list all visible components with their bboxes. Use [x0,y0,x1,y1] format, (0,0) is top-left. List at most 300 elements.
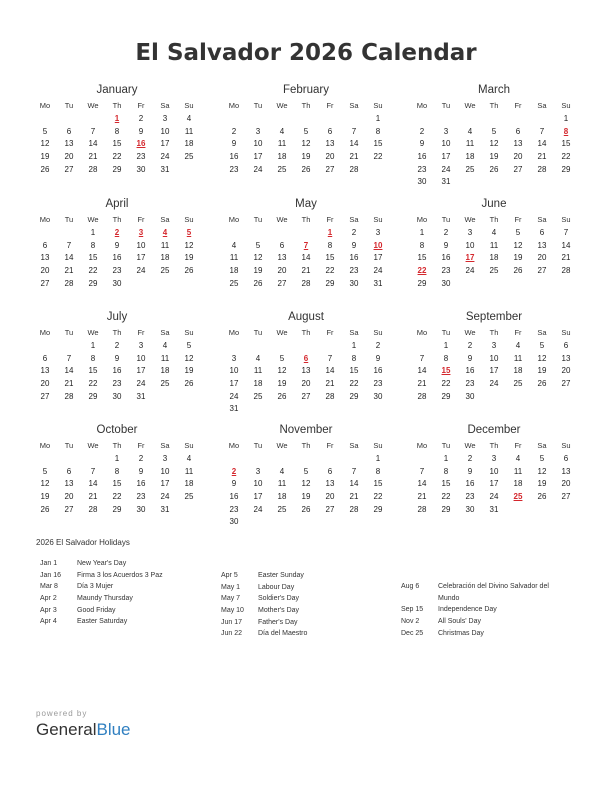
month-may [222,196,390,290]
weekday-label: We [464,328,476,337]
empty-cell [177,278,201,291]
empty-cell [129,278,153,291]
weekday-label: Mo [416,101,428,110]
empty-cell [177,504,201,517]
day-cell: 5 [42,126,48,136]
empty-cell [246,340,270,353]
week-row [410,113,578,126]
day-cell: 22 [112,492,122,502]
day-cell: 23 [229,164,239,174]
day-cell: 6 [539,228,545,237]
week-row [410,478,578,491]
day-cell: 13 [301,366,311,376]
empty-cell [246,113,270,126]
day-cell: 24 [160,152,170,162]
day-cell: 7 [66,240,72,250]
week-row [410,278,578,291]
day-cell: 9 [231,139,237,149]
day-cell: 7 [419,466,425,476]
weekday-header [222,214,390,227]
holiday-name: Good Friday [77,606,116,614]
day-cell: 16 [417,152,427,162]
weekday-label: Th [489,101,499,110]
day-cell: 4 [279,466,285,476]
empty-cell [506,113,530,126]
holiday-name: Mundo [438,594,460,602]
day-cell: 6 [279,240,285,250]
day-cell: 31 [160,504,170,514]
day-cell: 2 [114,341,120,350]
day-cell: 30 [441,278,451,288]
holiday-item [401,604,549,616]
weekday-label: Sa [160,328,170,337]
week-row [410,491,578,504]
month-name: October [96,424,138,436]
day-cell: 20 [277,266,287,276]
day-cell: 17 [160,479,170,489]
weekday-header [33,327,201,340]
month-december [410,422,578,516]
week-row [33,365,201,378]
day-cell: 14 [64,366,74,376]
holiday-day-cell: 3 [138,228,144,237]
day-cell: 22 [561,152,571,162]
week-row [33,240,201,253]
empty-cell [410,113,434,126]
day-cell: 2 [443,228,449,237]
day-cell: 2 [351,228,357,237]
week-row [222,252,390,265]
day-cell: 9 [138,126,144,136]
holiday-date: Jun 17 [221,618,243,626]
holiday-day-cell: 7 [303,240,309,250]
day-cell: 21 [325,379,335,389]
empty-cell [270,227,294,240]
day-cell: 24 [136,379,146,389]
day-cell: 7 [90,466,96,476]
empty-cell [342,113,366,126]
empty-cell [410,340,434,353]
holiday-day-cell: 25 [513,492,523,502]
day-cell: 26 [184,266,194,276]
day-cell: 11 [277,479,287,489]
day-cell: 12 [513,240,523,250]
day-cell: 12 [301,139,311,149]
weekday-label: Th [489,441,499,450]
day-cell: 3 [255,126,261,136]
month-name: June [481,198,507,210]
week-row [33,113,201,126]
day-cell: 31 [441,177,451,187]
day-cell: 13 [537,240,547,250]
weekday-label: Su [561,101,571,110]
week-row [33,453,201,466]
day-cell: 9 [114,353,120,363]
day-cell: 17 [160,139,170,149]
holiday-name: Celebración del Divino Salvador del [438,583,549,590]
day-cell: 21 [561,253,571,263]
weekday-label: Th [489,215,499,224]
week-row [222,265,390,278]
empty-cell [318,453,342,466]
day-cell: 15 [325,253,335,263]
day-cell: 18 [184,479,194,489]
holiday-name: Día 3 Mujer [77,583,114,591]
day-cell: 25 [489,266,499,276]
day-cell: 31 [373,278,383,288]
day-cell: 22 [373,152,383,162]
day-cell: 29 [349,391,359,401]
holiday-name: Maundy Thursday [77,595,133,603]
day-cell: 26 [301,504,311,514]
weekday-label: We [87,215,99,224]
day-cell: 8 [90,353,96,363]
day-cell: 7 [66,353,72,363]
holiday-item [401,628,549,640]
day-cell: 29 [417,278,427,288]
empty-cell [482,391,506,404]
weekday-label: Sa [537,328,547,337]
day-cell: 8 [114,126,120,136]
week-row [410,365,578,378]
day-cell: 2 [231,126,237,136]
day-cell: 15 [88,253,98,263]
empty-cell [506,176,530,189]
day-cell: 21 [88,492,98,502]
empty-cell [318,340,342,353]
day-cell: 9 [351,240,357,250]
day-cell: 29 [441,504,451,514]
day-cell: 23 [441,266,451,276]
month-name: July [106,311,128,323]
weekday-label: Mo [228,101,240,110]
brand-general: General [36,720,97,739]
holiday-name: Easter Saturday [77,618,128,626]
day-cell: 13 [40,253,50,263]
weekday-label: Tu [253,101,263,110]
day-cell: 19 [489,152,499,162]
holiday-column [401,581,549,639]
holiday-item [221,617,307,629]
day-cell: 22 [441,379,451,389]
week-row [410,265,578,278]
holiday-name: New Year's Day [77,560,127,567]
day-cell: 14 [537,139,547,149]
day-cell: 27 [513,164,523,174]
weekday-header [410,214,578,227]
holiday-date: Apr 5 [221,572,238,579]
month-name: September [465,311,523,323]
weekday-label: Fr [326,328,334,337]
empty-cell [294,453,318,466]
day-cell: 30 [417,177,427,187]
day-cell: 28 [537,164,547,174]
month-name: April [105,198,129,210]
day-cell: 13 [325,139,335,149]
empty-cell [33,113,57,126]
day-cell: 7 [90,126,96,136]
day-cell: 10 [136,353,146,363]
weekday-label: Su [561,441,571,450]
month-name: February [282,84,330,96]
weekday-label: Sa [349,328,359,337]
empty-cell [554,176,578,189]
day-cell: 23 [112,379,122,389]
day-cell: 22 [373,492,383,502]
day-cell: 4 [491,228,497,237]
day-cell: 3 [467,228,473,237]
day-cell: 21 [349,492,359,502]
weekday-label: We [464,215,476,224]
day-cell: 20 [64,152,74,162]
day-cell: 7 [351,466,357,476]
empty-cell [153,391,177,404]
holiday-item [221,593,307,605]
empty-cell [177,164,201,177]
empty-cell [482,278,506,291]
week-row [222,403,390,416]
day-cell: 20 [301,379,311,389]
holiday-date: Apr 2 [40,595,57,603]
empty-cell [57,113,81,126]
empty-cell [294,113,318,126]
month-name: May [295,198,317,210]
day-cell: 11 [253,366,263,376]
weekday-label: Mo [228,328,240,337]
empty-cell [153,278,177,291]
day-cell: 21 [417,379,427,389]
day-cell: 7 [539,126,545,136]
holiday-item [40,605,163,617]
month-name: March [478,84,510,96]
day-cell: 8 [375,126,381,136]
day-cell: 16 [465,479,475,489]
week-row [410,176,578,189]
month-february [222,82,390,176]
day-cell: 4 [186,114,192,123]
day-cell: 14 [325,366,335,376]
weekday-label: Fr [326,101,334,110]
day-cell: 18 [277,152,287,162]
week-row [222,227,390,240]
holiday-date: Jan 1 [40,560,58,567]
day-cell: 19 [301,492,311,502]
weekday-label: Fr [514,215,522,224]
day-cell: 13 [40,366,50,376]
week-row [33,151,201,164]
day-cell: 30 [229,517,239,527]
weekday-label: Tu [441,215,451,224]
empty-cell [246,516,270,529]
day-cell: 20 [325,152,335,162]
day-cell: 18 [160,366,170,376]
holiday-date: Mar 8 [40,583,58,591]
day-cell: 18 [465,152,475,162]
day-cell: 20 [40,379,50,389]
weekday-label: Fr [514,441,522,450]
holiday-item [401,616,549,628]
day-cell: 25 [184,152,194,162]
day-cell: 11 [513,353,523,363]
holiday-column [40,558,163,628]
day-cell: 23 [136,492,146,502]
weekday-header [410,440,578,453]
day-cell: 6 [42,240,48,250]
day-cell: 3 [255,466,261,476]
week-row [222,240,390,253]
week-row [222,504,390,517]
day-cell: 27 [277,278,287,288]
weekday-label: Sa [537,101,547,110]
day-cell: 18 [184,139,194,149]
week-row [33,265,201,278]
empty-cell [222,453,246,466]
day-cell: 23 [465,379,475,389]
day-cell: 28 [64,391,74,401]
weekday-label: Mo [416,328,428,337]
day-cell: 30 [465,391,475,401]
weekday-header [33,440,201,453]
holiday-column [221,570,307,640]
weekday-label: Tu [253,328,263,337]
month-name: December [467,424,521,436]
day-cell: 18 [513,366,523,376]
month-august [222,309,390,416]
weekday-label: Sa [160,441,170,450]
holiday-item [221,582,307,594]
day-cell: 18 [513,479,523,489]
weekday-label: Su [373,215,383,224]
week-row [410,340,578,353]
month-july [33,309,201,403]
day-cell: 8 [90,240,96,250]
day-cell: 11 [489,240,499,250]
day-cell: 24 [229,391,239,401]
empty-cell [530,113,554,126]
brand-logo[interactable] [36,720,131,740]
day-cell: 4 [255,353,261,363]
empty-cell [342,516,366,529]
empty-cell [530,278,554,291]
week-row [222,340,390,353]
month-march [410,82,578,189]
day-cell: 26 [537,379,547,389]
week-row [33,340,201,353]
holiday-day-cell: 22 [417,266,427,276]
day-cell: 2 [467,454,473,463]
empty-cell [530,504,554,517]
day-cell: 10 [489,353,499,363]
day-cell: 16 [112,366,122,376]
weekday-label: Mo [39,441,51,450]
day-cell: 11 [160,353,170,363]
day-cell: 19 [184,366,194,376]
weekday-label: Su [373,101,383,110]
day-cell: 5 [303,466,309,476]
weekday-label: Tu [64,441,74,450]
day-cell: 9 [231,479,237,489]
holiday-day-cell: 8 [563,126,569,136]
day-cell: 28 [325,391,335,401]
week-row [410,466,578,479]
day-cell: 28 [64,278,74,288]
day-cell: 2 [138,114,144,123]
day-cell: 19 [537,366,547,376]
weekday-label: We [87,441,99,450]
week-row [33,227,201,240]
day-cell: 30 [373,391,383,401]
day-cell: 20 [64,492,74,502]
day-cell: 11 [184,126,194,136]
week-row [410,227,578,240]
day-cell: 7 [563,228,569,237]
day-cell: 18 [160,253,170,263]
day-cell: 14 [349,479,359,489]
day-cell: 25 [229,278,239,288]
day-cell: 24 [373,266,383,276]
day-cell: 14 [417,479,427,489]
weekday-label: We [276,215,288,224]
day-cell: 11 [160,240,170,250]
empty-cell [458,176,482,189]
weekday-label: Fr [137,441,145,450]
week-row [410,138,578,151]
day-cell: 13 [513,139,523,149]
day-cell: 28 [88,164,98,174]
week-row [222,164,390,177]
day-cell: 20 [561,479,571,489]
day-cell: 31 [489,504,499,514]
weekday-header [33,214,201,227]
month-name: November [279,424,333,436]
day-cell: 3 [138,341,144,350]
holiday-name: Christmas Day [438,629,484,637]
week-row [410,252,578,265]
day-cell: 6 [42,353,48,363]
day-cell: 8 [443,466,449,476]
day-cell: 26 [277,391,287,401]
day-cell: 6 [66,466,72,476]
day-cell: 7 [327,353,333,363]
weekday-label: Th [489,328,499,337]
day-cell: 30 [112,391,122,401]
holiday-item [221,628,307,640]
day-cell: 29 [112,504,122,514]
day-cell: 29 [325,278,335,288]
day-cell: 27 [561,492,571,502]
weekday-label: Th [301,441,311,450]
empty-cell [270,403,294,416]
day-cell: 24 [489,492,499,502]
weekday-label: Tu [441,441,451,450]
day-cell: 26 [253,278,263,288]
week-row [33,491,201,504]
weekday-label: Su [184,441,194,450]
empty-cell [270,113,294,126]
empty-cell [270,340,294,353]
week-row [33,164,201,177]
day-cell: 1 [563,114,569,123]
holiday-item [401,593,549,605]
page-title: El Salvador 2026 Calendar [135,40,477,66]
day-cell: 5 [539,341,545,350]
day-cell: 25 [184,492,194,502]
holiday-date: Aug 6 [401,583,420,590]
weekday-label: Th [301,101,311,110]
holiday-item [221,605,307,617]
day-cell: 28 [561,266,571,276]
holiday-name: Labour Day [258,583,295,591]
